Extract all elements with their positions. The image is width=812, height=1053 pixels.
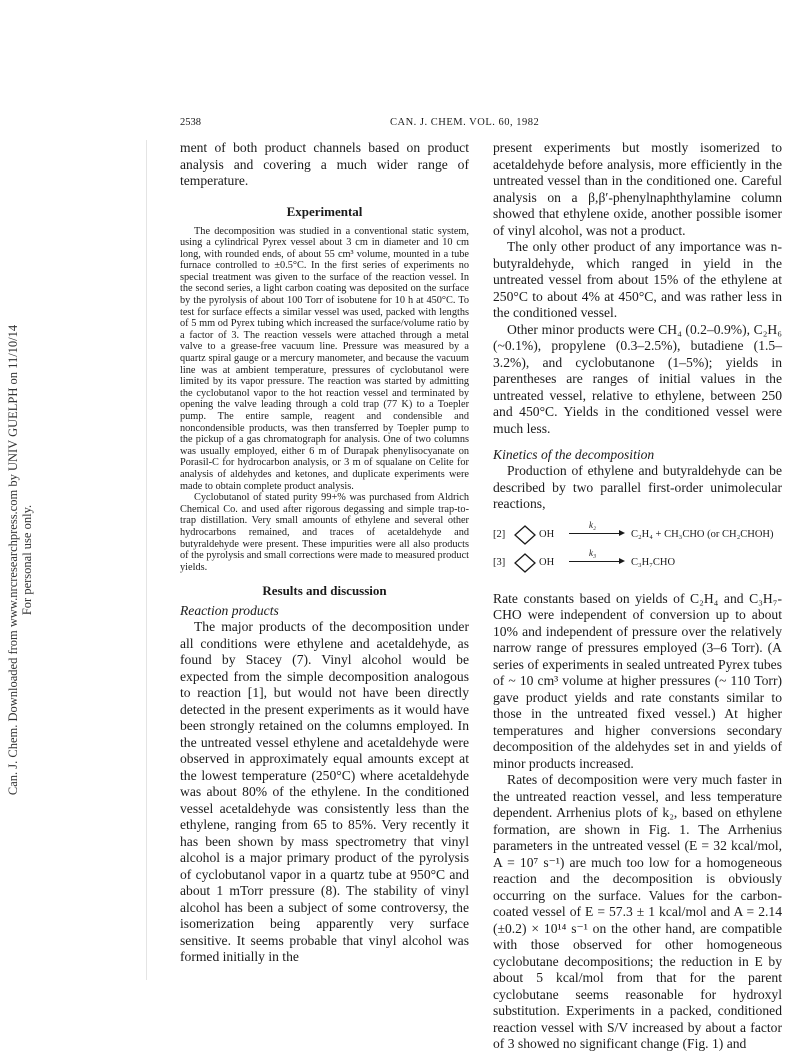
left-column (180, 140, 469, 966)
arrowhead-icon (619, 558, 625, 564)
intro-paragraph: ment of both product channels based on product analysis and covering a much wider range of temperature. (180, 140, 469, 188)
equation-number: [3] (493, 556, 506, 568)
reaction-arrow (569, 561, 621, 562)
hydroxyl-group: OH (539, 528, 555, 540)
minor-products-paragraph: Other minor products were CH₄ (0.2–0.9%), C₂H₆ (~0.1%), propylene (0.3–2.5%), butadiene (1.5–3.2%), and cyclobutanone (1–5%); yields in parentheses are ranges of initial values in the untreated vessel, relative to ethylene, between 250 and 450°C. Yields in the conditioned vessel were much less. (493, 321, 782, 436)
download-watermark (0, 40, 40, 1040)
reaction-products-paragraph: The major products of the decomposition under all conditions were ethylene and acetaldehyde, as found by Stacey (7). Vinyl alcohol would be expected from the simple decomposition analogous to reaction [1], but would not have been directly detected in the present experiments as it would have been strongly retained on the columns employed. In the untreated vessel ethylene and acetaldehyde were observed in approximately equal amounts except at the lowest temperature (250°C) where acetaldehyde was about 80% of the ethylene. In the conditioned vessel acetaldehyde was consistently less than the ethylene, ranging from 65 to 85%. Very recently it has been shown by mass spectrometry that vinyl alcohol is a major primary product of the pyrolysis of cyclobutanol vapor in a quartz tube at 950°C and about 1 mTorr pressure (8). The stability of vinyl alcohol has been a subject of some controversy, the isomerization being apparently very surface sensitive. It seems probable that vinyl alcohol was formed initially in the (180, 619, 469, 965)
kinetics-heading: Kinetics of the decomposition (493, 447, 655, 462)
equation-number: [2] (493, 528, 506, 540)
reaction-products: C₃H₇CHO (631, 556, 676, 568)
arrhenius-paragraph: Rates of decomposition were very much faster in the untreated reaction vessel, and less temperature dependent. Arrhenius plots of k₂, based on ethylene formation, are shown in Fig. 1. The Arrhenius parameters in the untreated vessel (E = 32 kcal/mol, A = 10⁷ s⁻¹) are much too low for a homogeneous reaction and the decomposition is obviously occurring on the surface. Values for the carbon-coated vessel of E = 57.3 ± 1 kcal/mol and A = 2.14 (±0.2) × 10¹⁴ s⁻¹ on the other hand, are compatible with those observed for other homogeneous cyclobutane decompositions; the reduction in E by about 5 kcal/mol from that for the parent cyclobutane seems reasonable for hydroxyl substitution. Experiments in a packed, conditioned reaction vessel with S/V increased by about a factor of 3 showed no significant change (Fig. 1) and (493, 772, 782, 1051)
experimental-paragraph-1: The decomposition was studied in a conventional static system, using a cylindrical Pyrex vessel about 3 cm in diameter and 10 cm long, with rounded ends, of about 55 cm³ volume, mounted in a tube furnace controlled to ±0.5°C. In the first series of experiments no special treatment was given to the surface of the reaction vessel. In the second series, a light carbon coating was deposited on the surface by the pyrolysis of about 100 Torr of isobutene for 10 h at 450°C. To test for surface effects a similar vessel was used, packed with lengths of 5 mm od Pyrex tubing which increased the surface/volume ratio by a factor of 3. The reaction vessels were attached through a metal valve to a grease-free vacuum line. Pressure was measured by a quartz spiral gauge or a mercury manometer, and because the vacuum line was at ambient temperature, pressures of cyclobutanol were limited by its vapor pressure. The reaction was started by admitting the cyclobutanol vapor to the hot reaction vessel and terminated by opening the valve leading through a cold trap (77 K) to a Toepler pump. The entire sample, reagent and condensible and noncondensible products, was then transferred by Toepler pump to the pickup of a gas chromatograph for analysis. One of two columns was usually employed, either 6 m of Durapak phenylisocyanate on Porasil-C for hydrocarbon analysis, or 3 m of squalane on Celite for analysis of aldehydes and ketones, and duplicate experiments were made to obtain complete product analysis. (180, 225, 469, 492)
results-heading: Results and discussion (262, 583, 387, 599)
experimental-heading: Experimental (286, 203, 363, 219)
rate-constants-paragraph: Rate constants based on yields of C₂H₄ and C₃H₇-CHO were independent of conversion up to about 10% and independent of pressure over the relatively narrow range of pressures employed (3–6 Torr). (A series of experiments in sealed untreated Pyrex tubes of ~ 10 cm³ volume at higher pressures (~ 110 Torr) gave product yields and rate constants similar to those in the untreated fixed vessel.) At higher temperatures and higher conversions secondary decomposition of the aldehydes set in and yields of minor products increased. (493, 590, 782, 771)
running-head (180, 117, 770, 133)
right-column (493, 140, 782, 1053)
margin-rule (146, 140, 147, 980)
reaction-products-heading: Reaction products (180, 603, 279, 619)
cyclobutane-ring-icon (513, 552, 537, 574)
hydroxyl-group: OH (539, 556, 555, 568)
journal-reference: CAN. J. CHEM. VOL. 60, 1982 (390, 117, 540, 128)
rate-constant: k₃ (589, 547, 597, 558)
experimental-paragraph-2: Cyclobutanol of stated purity 99+% was purchased from Aldrich Chemical Co. and used after rigorous degassing and simple trap-to-trap distillation. Very small amounts of ethylene and several other hydrocarbons remained, and traces of acetaldehyde and butyraldehyde were present. These impurities were all also products of the pyrolysis and small corrections were made to measured product yields. (180, 492, 469, 573)
arrowhead-icon (619, 530, 625, 536)
equation-3 (493, 547, 782, 575)
kinetics-paragraph: Production of ethylene and butyraldehyde can be described by two parallel first-order unimolecular reactions, (493, 463, 782, 511)
cyclobutane-ring-icon (513, 524, 537, 546)
download-notice: Can. J. Chem. Downloaded from www.nrcresearchpress.com by UNIV GUELPH on 11/10/14 (6, 324, 20, 796)
isomerization-paragraph: present experiments but mostly isomerized to acetaldehyde before analysis, more efficiently in the untreated vessel than in the conditioned one. Careful analysis on a β,β′-phenylnaphthylamine column showed that ethylene oxide, another possible isomer of vinyl alcohol, was not a product. (493, 140, 782, 238)
rate-constant: k₂ (589, 519, 597, 530)
reaction-products: C₂H₄ + CH₃CHO (or CH₂CHOH) (631, 528, 774, 540)
page-number: 2538 (180, 117, 201, 128)
butyraldehyde-paragraph: The only other product of any importance was n-butyraldehyde, which ranged in yield in the untreated vessel from about 15% of the ethylene at 250°C to about 4% at 450°C, and was rather less in the conditioned vessel. (493, 239, 782, 320)
personal-use-notice: For personal use only. (20, 504, 34, 616)
equation-2 (493, 519, 782, 547)
reaction-arrow (569, 533, 621, 534)
